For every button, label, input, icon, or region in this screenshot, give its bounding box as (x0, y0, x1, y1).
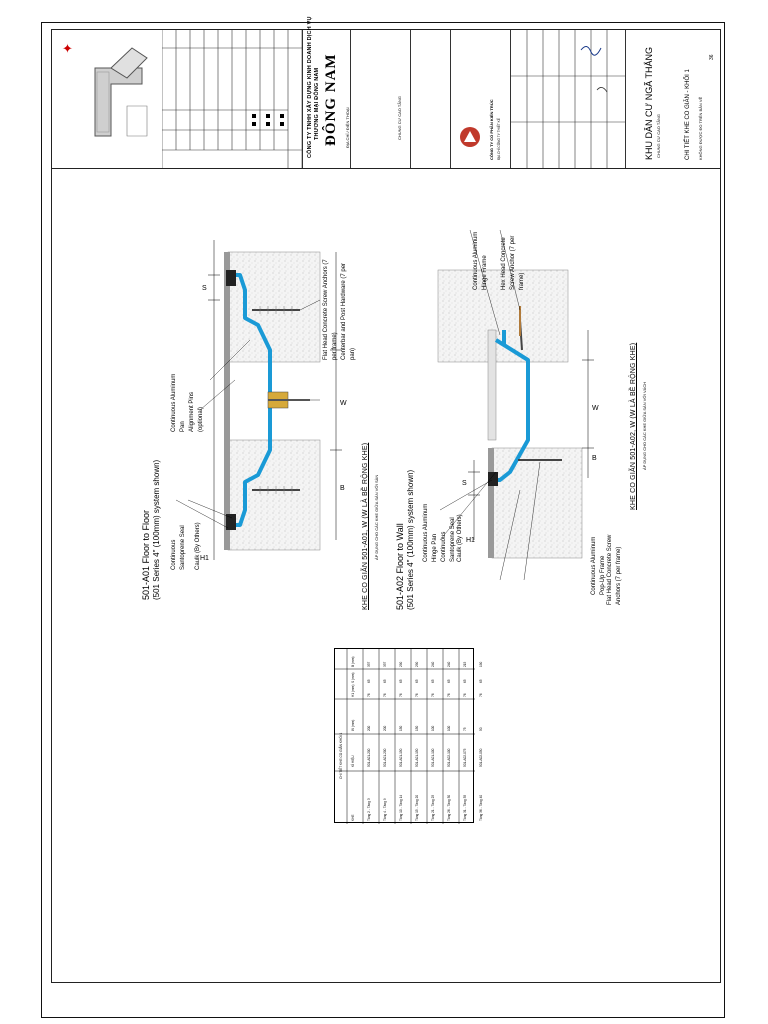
detail-1-seal-label: Continuous Santoprene Seal (171, 525, 186, 570)
schedule-cell: 76 (479, 693, 483, 697)
detail-1-w-label: W (340, 400, 347, 407)
company-block (302, 16, 351, 168)
detail-2-hexanchor-label: Hex Head Concrete Screw Anchor (7 per frame) (501, 235, 525, 290)
schedule-header-b: B (mm) (351, 656, 355, 667)
schedule-cell: 290 (415, 661, 419, 667)
schedule-cell: 337 (383, 661, 387, 667)
detail-1-h1-label: H1 (200, 555, 209, 562)
schedule-cell: 50 (479, 727, 483, 731)
schedule-cell: 65 (383, 679, 387, 683)
detail-2-caulk-label: Caulk (By Others) (457, 514, 463, 562)
schedule-cell: 100 (431, 725, 435, 731)
schedule-cell: 76 (367, 693, 371, 697)
schedule-cell: 200 (367, 725, 371, 731)
schedule-cell: 150 (399, 725, 403, 731)
schedule-title: CHI TIẾT KHE CO GIÃN KHỐI 1 (339, 732, 343, 779)
schedule-cell: Tầng 15 - Tầng 20 (415, 794, 419, 821)
project-block (625, 30, 721, 168)
company-address: ĐỊA CHỈ / ĐIỆN THOẠI (345, 107, 350, 148)
schedule-cell: 337 (367, 661, 371, 667)
detail-2-screw-label: Flat Head Concrete Screw Anchors (7 per frame) (607, 534, 622, 605)
schedule-cell: 76 (415, 693, 419, 697)
schedule-cell: 501-A01-150 (415, 748, 419, 767)
detail-1-caulk-label: Caulk (By Others) (195, 522, 201, 570)
schedule-cell: 501-A01-100 (431, 748, 435, 767)
schedule-table (334, 648, 483, 823)
designer-address: ĐỊA CHỈ CÔNG TY THIẾT KẾ (497, 118, 501, 160)
schedule-cell: Tầng 26 - Tầng 30 (447, 794, 451, 821)
drawing-title: CHI TIẾT KHE CO GIÃN - KHỐI 1 (685, 69, 691, 160)
stamp-label-1: CHUNG CƯ CAO TẦNG (397, 95, 402, 140)
schedule-cell: 75 (463, 727, 467, 731)
detail-1-b-label: B (340, 485, 345, 492)
detail-1-screw-label: Flat Head Concrete Screw Anchors (7 per frame) (323, 259, 338, 360)
detail-2-h1-label: H1 (466, 537, 475, 544)
stamp-column-1 (350, 30, 411, 168)
detail-2-seal-label: Continuous Santoprene Seal (441, 517, 456, 562)
schedule-cell: Tầng 10 - Tầng 14 (399, 794, 403, 821)
schedule-cell: 501-A02-050 (479, 748, 483, 767)
schedule-cell: 76 (463, 693, 467, 697)
schedule-cell: 190 (479, 661, 483, 667)
company-line-2: THƯƠNG MẠI ĐÔNG NAM (314, 67, 320, 140)
schedule-cell: 501-A01-150 (399, 748, 403, 767)
schedule-cell: 501-A02-100 (447, 748, 451, 767)
schedule-cell: 76 (447, 693, 451, 697)
schedule-header-w: W (mm) (351, 719, 355, 731)
detail-1-pan-label: Continuous Aluminum Pan (171, 373, 186, 432)
detail-1-pins-label: Alignment Pins (optional) (189, 391, 204, 432)
schedule-cell: 76 (431, 693, 435, 697)
detail-1-title: 501-A01 Floor to Floor (141, 509, 151, 600)
schedule-cell: 215 (463, 661, 467, 667)
schedule-cell: 76 (383, 693, 387, 697)
schedule-cell: 65 (431, 679, 435, 683)
schedule-cell: Tầng 4 - Tầng 9 (383, 798, 387, 821)
detail-2-popup-label: Continuous Aluminum Pop-Up Frame (591, 536, 606, 595)
title-block (52, 16, 720, 169)
schedule-cell: 76 (399, 693, 403, 697)
schedule-header-h1: H1 (mm) (351, 684, 355, 697)
schedule-cell: 65 (463, 679, 467, 683)
detail-2-subtitle: (501 Series 4" (100mm) system shown) (406, 469, 415, 610)
schedule-cell: 65 (367, 679, 371, 683)
schedule-cell: Tầng 2 - Tầng 3 (367, 798, 371, 821)
detail-1 (140, 200, 380, 610)
stamp-column-2 (410, 30, 451, 168)
schedule-cell: 290 (399, 661, 403, 667)
detail-1-post-label: Centerbar and Post Hardware (7 per pan) (341, 262, 356, 360)
revision-table (162, 30, 302, 168)
signature-block (510, 30, 626, 168)
detail-1-subtitle: (501 Series 4" (100mm) system shown) (152, 459, 161, 600)
detail-2-title: 501-A02 Floor to Wall (395, 523, 405, 610)
detail-2-caption: KHE CO GIÃN 501-A02, W (W LÀ BỀ RỘNG KHE) (630, 342, 637, 510)
north-arrow-icon: ✦ (62, 41, 73, 56)
detail-2-w-label: W (592, 405, 599, 412)
schedule-cell: Tầng 36 - Tầng 40 (479, 794, 483, 821)
key-plan (87, 36, 157, 156)
schedule-cell: 501-A01-200 (383, 748, 387, 767)
schedule-cell: 501-A02-075 (463, 748, 467, 767)
designer-company: CÔNG TY CỔ PHẦN KIẾN TRÚC (489, 99, 494, 160)
schedule-cell: Tầng 31 - Tầng 35 (463, 794, 467, 821)
schedule-header-kihieu: KÍ HIỆU (351, 755, 355, 767)
designer-block (450, 30, 511, 168)
detail-1-s-label: S (202, 285, 207, 292)
schedule-cell: Tầng 21 - Tầng 25 (431, 794, 435, 821)
schedule-cell: 240 (447, 661, 451, 667)
schedule-cell: 240 (431, 661, 435, 667)
drawing-note: KHÔNG ĐƯỢC ĐO TRÊN BẢN VẼ (698, 96, 703, 160)
detail-1-caption-sub: ÁP DỤNG CHO CÁC KHE GIỮA SÀN VỚI SÀN (374, 474, 379, 560)
schedule-header-khe: KHE (351, 814, 355, 821)
schedule-cell: 100 (447, 725, 451, 731)
drawing-number: 36 (709, 54, 715, 60)
company-brand: ĐÔNG NAM (323, 53, 339, 146)
schedule-cell: 200 (383, 725, 387, 731)
schedule-cell: 65 (479, 679, 483, 683)
project-note: CHUNG CƯ CAO TẦNG (656, 113, 661, 158)
detail-2-caption-sub: ÁP DỤNG CHO CÁC KHE GIỮA SÀN VỚI VÁCH (642, 381, 647, 470)
schedule-cell: 65 (415, 679, 419, 683)
schedule-header-s: S (mm) (351, 672, 355, 683)
detail-1-caption: KHE CO GIÃN 501-A01, W (W LÀ BỀ RỘNG KHE) (362, 442, 369, 610)
designer-logo-icon (459, 126, 481, 148)
project-name: KHU DÂN CƯ NGÃ THẮNG (644, 46, 654, 160)
detail-2-pan-label: Continuous Aluminum Hinge Pan (423, 503, 438, 562)
detail-2-s-label: S (462, 480, 467, 487)
detail-2-b-label: B (592, 455, 597, 462)
schedule-cell: 501-A01-200 (367, 748, 371, 767)
detail-2-hinge-label: Continuous Aluminum Hinge Frame (473, 231, 488, 290)
schedule-cell: 65 (447, 679, 451, 683)
company-line-1: CÔNG TY TNHH XÂY DỰNG KINH DOANH DỊCH VỤ (307, 16, 313, 158)
schedule-cell: 65 (399, 679, 403, 683)
detail-2 (395, 210, 660, 610)
schedule-cell: 150 (415, 725, 419, 731)
